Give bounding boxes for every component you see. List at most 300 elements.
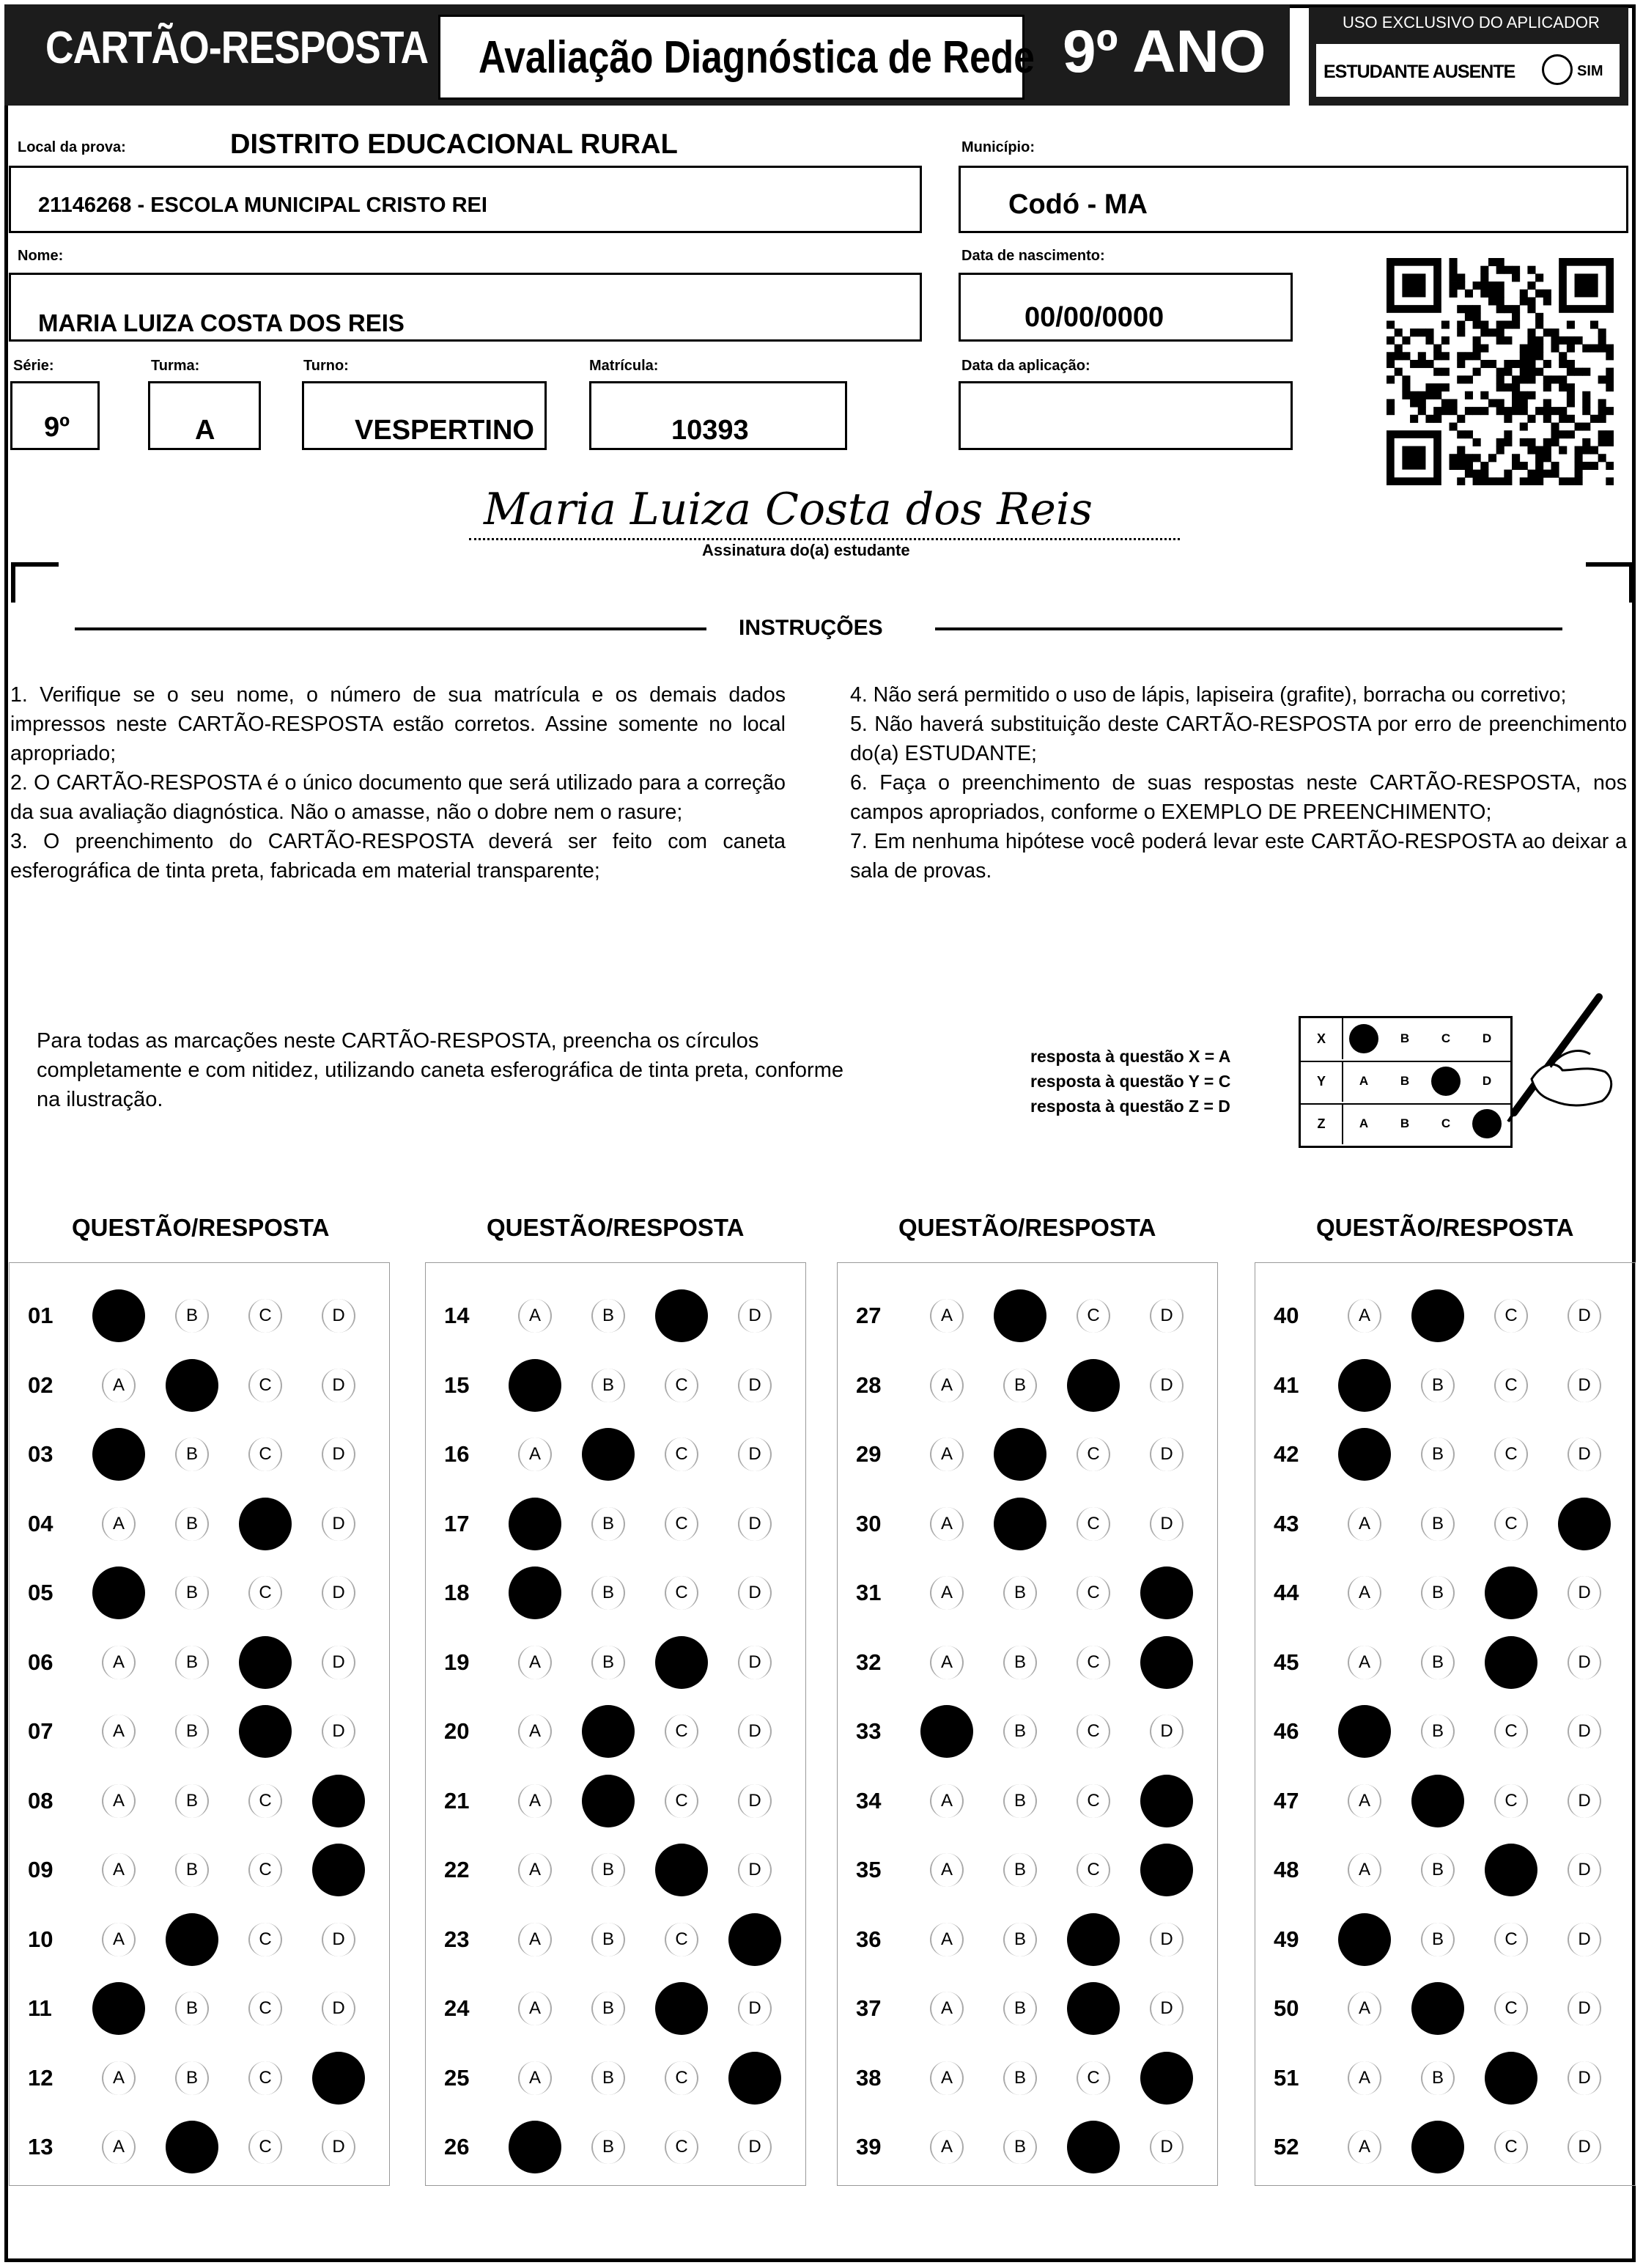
- question-number: 33: [856, 1718, 882, 1744]
- answer-bubble[interactable]: C: [1077, 1784, 1110, 1818]
- local-value: DISTRITO EDUCACIONAL RURAL: [230, 129, 678, 160]
- answer-bubble[interactable]: C: [1077, 1715, 1110, 1748]
- question-number: 29: [856, 1441, 882, 1467]
- question-number: 18: [444, 1580, 470, 1605]
- answer-bubble[interactable]: D: [1568, 2130, 1601, 2164]
- question-number: 45: [1274, 1649, 1299, 1675]
- answer-bubble-filled[interactable]: [239, 1705, 292, 1758]
- answer-bubble[interactable]: A: [518, 1784, 552, 1818]
- answer-bubble[interactable]: A: [1348, 1576, 1381, 1610]
- answer-bubble[interactable]: A: [1348, 1507, 1381, 1541]
- answer-bubble-filled[interactable]: [994, 1289, 1046, 1342]
- question-number: 49: [1274, 1926, 1299, 1952]
- answer-bubble[interactable]: D: [738, 1576, 772, 1610]
- answer-bubble[interactable]: A: [930, 1437, 964, 1471]
- answer-bubble[interactable]: B: [1421, 1646, 1455, 1679]
- answer-bubble[interactable]: B: [1003, 1784, 1037, 1818]
- nome-label: Nome:: [18, 248, 64, 264]
- answer-bubble[interactable]: D: [1568, 1576, 1601, 1610]
- absent-bubble[interactable]: [1542, 54, 1573, 85]
- answer-bubble[interactable]: A: [1348, 1299, 1381, 1333]
- answer-bubble-filled[interactable]: [166, 2121, 218, 2173]
- answer-bubble[interactable]: A: [1348, 2130, 1381, 2164]
- answer-bubble-filled[interactable]: [1067, 1913, 1120, 1966]
- fill-note: Para todas as marcações neste CARTÃO-RESPOSTA, preencha os círculos completamente e com nitidez, utilizando caneta esferográfica de tinta preta, conforme na ilustração.: [37, 1029, 843, 1111]
- answer-bubble-filled[interactable]: [582, 1775, 635, 1827]
- answer-bubble[interactable]: D: [1568, 1715, 1601, 1748]
- answer-bubble[interactable]: A: [518, 1992, 552, 2025]
- answer-bubble-filled[interactable]: [312, 1775, 365, 1827]
- answer-bubble[interactable]: D: [322, 1715, 355, 1748]
- example-row: [1301, 1018, 1510, 1062]
- answer-bubble[interactable]: C: [665, 1369, 698, 1402]
- answer-bubble[interactable]: B: [591, 1923, 625, 1956]
- instructions-rule-left: [75, 627, 706, 630]
- answer-bubble[interactable]: C: [665, 1784, 698, 1818]
- answer-bubble[interactable]: D: [322, 1923, 355, 1956]
- answer-bubble[interactable]: A: [518, 1853, 552, 1887]
- example-row: [1301, 1061, 1510, 1105]
- answer-bubble[interactable]: A: [102, 1923, 136, 1956]
- answer-bubble[interactable]: D: [1568, 1646, 1601, 1679]
- answer-bubble[interactable]: A: [102, 2130, 136, 2164]
- answer-bubble-filled[interactable]: [1411, 2121, 1464, 2173]
- example-row: [1301, 1103, 1510, 1147]
- question-number: 48: [1274, 1857, 1299, 1882]
- answer-bubble[interactable]: C: [1494, 1923, 1528, 1956]
- answer-bubble[interactable]: B: [175, 1507, 209, 1541]
- answer-bubble[interactable]: A: [102, 1715, 136, 1748]
- turma-value: A: [195, 415, 215, 446]
- answer-bubble-filled[interactable]: [509, 1359, 561, 1412]
- answer-bubble-filled[interactable]: [1140, 1566, 1193, 1619]
- answer-bubble[interactable]: C: [248, 1576, 282, 1610]
- answer-bubble[interactable]: C: [665, 1923, 698, 1956]
- question-number: 30: [856, 1510, 882, 1536]
- instruction-5: 5. Não haverá substituição deste CARTÃO-RESPOSTA por erro de preenchimento do(a) ESTUDANTE;: [850, 713, 1627, 765]
- example-question-label: X: [1301, 1018, 1343, 1059]
- answer-bubble-filled[interactable]: [1140, 1844, 1193, 1896]
- answer-bubble[interactable]: B: [1421, 1853, 1455, 1887]
- question-number: 37: [856, 1995, 882, 2021]
- answer-bubble[interactable]: D: [738, 1715, 772, 1748]
- answer-bubble-filled[interactable]: [1558, 1498, 1611, 1550]
- answer-bubble[interactable]: C: [248, 1784, 282, 1818]
- serie-value: 9º: [44, 412, 70, 443]
- answer-bubble[interactable]: C: [1077, 1853, 1110, 1887]
- answer-bubble[interactable]: B: [1421, 1576, 1455, 1610]
- question-number: 07: [28, 1718, 53, 1744]
- question-number: 24: [444, 1995, 470, 2021]
- nome-value: MARIA LUIZA COSTA DOS REIS: [38, 309, 405, 336]
- answer-bubble-filled[interactable]: [509, 1498, 561, 1550]
- question-number: 13: [28, 2134, 53, 2160]
- answer-bubble-filled[interactable]: [1067, 2121, 1120, 2173]
- answer-bubble[interactable]: D: [738, 1853, 772, 1887]
- question-number: 47: [1274, 1787, 1299, 1814]
- question-number: 08: [28, 1787, 53, 1814]
- applicator-title: USO EXCLUSIVO DO APLICADOR: [1343, 13, 1600, 32]
- example-line-x: resposta à questão X = A: [1030, 1047, 1231, 1066]
- answer-bubble[interactable]: B: [1003, 1646, 1037, 1679]
- answer-bubble[interactable]: D: [738, 2130, 772, 2164]
- answer-bubble-filled[interactable]: [1338, 1705, 1391, 1758]
- answer-bubble[interactable]: D: [738, 1507, 772, 1541]
- answer-bubble[interactable]: D: [1150, 1369, 1184, 1402]
- answer-bubble[interactable]: C: [1494, 2130, 1528, 2164]
- answer-bubble[interactable]: D: [322, 1576, 355, 1610]
- answer-bubble[interactable]: D: [1568, 1992, 1601, 2025]
- answer-bubble-filled[interactable]: [655, 1636, 708, 1689]
- answer-bubble[interactable]: D: [1568, 1437, 1601, 1471]
- answer-bubble[interactable]: C: [665, 2130, 698, 2164]
- answer-bubble[interactable]: B: [591, 1299, 625, 1333]
- answer-bubble[interactable]: A: [518, 2061, 552, 2095]
- answer-bubble[interactable]: C: [248, 1923, 282, 1956]
- answer-bubble[interactable]: D: [1150, 1992, 1184, 2025]
- answer-bubble[interactable]: A: [102, 1369, 136, 1402]
- answer-bubble[interactable]: B: [1003, 1715, 1037, 1748]
- question-number: 36: [856, 1926, 882, 1952]
- answer-bubble[interactable]: D: [322, 1369, 355, 1402]
- answer-bubble[interactable]: B: [175, 1437, 209, 1471]
- answer-bubble-filled[interactable]: [1485, 1566, 1537, 1619]
- answer-bubble[interactable]: B: [1003, 1853, 1037, 1887]
- answer-bubble[interactable]: B: [591, 1853, 625, 1887]
- answer-bubble-filled[interactable]: [1485, 2052, 1537, 2105]
- answer-bubble[interactable]: B: [1003, 1369, 1037, 1402]
- instruction-4: 4. Não será permitido o uso de lápis, lapiseira (grafite), borracha ou corretivo;: [850, 683, 1567, 707]
- answer-bubble[interactable]: C: [248, 1369, 282, 1402]
- example-bubble: C: [1431, 1067, 1461, 1096]
- answer-bubble[interactable]: B: [1421, 2061, 1455, 2095]
- answer-bubble[interactable]: B: [1421, 1507, 1455, 1541]
- answer-bubble[interactable]: A: [1348, 1992, 1381, 2025]
- answer-bubble-filled[interactable]: [239, 1636, 292, 1689]
- answer-bubble[interactable]: D: [1568, 2061, 1601, 2095]
- answer-bubble[interactable]: A: [1348, 1853, 1381, 1887]
- answer-bubble[interactable]: A: [930, 1853, 964, 1887]
- question-number: 02: [28, 1372, 53, 1398]
- answer-bubble-filled[interactable]: [1411, 1775, 1464, 1827]
- answer-bubble[interactable]: B: [1003, 2061, 1037, 2095]
- answer-bubble[interactable]: A: [930, 1992, 964, 2025]
- answer-bubble[interactable]: D: [1150, 1923, 1184, 1956]
- answer-bubble[interactable]: D: [1150, 1437, 1184, 1471]
- answer-bubble[interactable]: C: [248, 2061, 282, 2095]
- answer-bubble[interactable]: A: [930, 1507, 964, 1541]
- instructions-left: [10, 680, 786, 886]
- exam-name: Avaliação Diagnóstica de Rede: [479, 32, 1035, 83]
- instruction-1: 1. Verifique se o seu nome, o número de sua matrícula e os demais dados impressos neste CARTÃO-RESPOSTA estão corretos. Assine somente no local apropriado;: [10, 683, 786, 765]
- answer-bubble[interactable]: D: [738, 1299, 772, 1333]
- instructions-rule-right: [935, 627, 1562, 630]
- answer-bubble[interactable]: D: [1150, 1507, 1184, 1541]
- nascimento-label: Data de nascimento:: [961, 248, 1105, 264]
- question-number: 50: [1274, 1995, 1299, 2021]
- example-cell: [1343, 1061, 1384, 1102]
- answer-bubble[interactable]: B: [591, 2130, 625, 2164]
- answer-bubble[interactable]: A: [930, 1784, 964, 1818]
- answer-bubble-filled[interactable]: [92, 1289, 145, 1342]
- example-cell: [1343, 1018, 1384, 1059]
- answer-bubble-filled[interactable]: [1067, 1359, 1120, 1412]
- answer-bubble[interactable]: B: [1003, 1576, 1037, 1610]
- answer-bubble[interactable]: C: [1077, 1437, 1110, 1471]
- answer-bubble-filled[interactable]: [1411, 1982, 1464, 2035]
- example-line-z: resposta à questão Z = D: [1030, 1097, 1230, 1116]
- answer-bubble-filled[interactable]: [1140, 1775, 1193, 1827]
- example-bubble: C: [1441, 1116, 1451, 1130]
- example-question-label: Z: [1301, 1103, 1343, 1144]
- answer-bubble[interactable]: D: [322, 1992, 355, 2025]
- answer-bubble[interactable]: A: [518, 1923, 552, 1956]
- answer-bubble[interactable]: B: [591, 1646, 625, 1679]
- answer-bubble-filled[interactable]: [582, 1705, 635, 1758]
- question-number: 28: [856, 1372, 882, 1398]
- answer-bubble[interactable]: A: [102, 1646, 136, 1679]
- answer-bubble-filled[interactable]: [312, 2052, 365, 2105]
- answer-bubble[interactable]: B: [1003, 1992, 1037, 2025]
- answer-bubble-filled[interactable]: [92, 1982, 145, 2035]
- answer-bubble[interactable]: B: [1421, 1715, 1455, 1748]
- turno-value: VESPERTINO: [355, 415, 534, 446]
- answer-bubble[interactable]: D: [1568, 1369, 1601, 1402]
- answer-bubble[interactable]: B: [591, 2061, 625, 2095]
- answer-bubble-filled[interactable]: [92, 1428, 145, 1481]
- answer-bubble[interactable]: C: [248, 2130, 282, 2164]
- answer-bubble[interactable]: C: [1077, 1507, 1110, 1541]
- answer-bubble[interactable]: C: [1077, 1576, 1110, 1610]
- question-number: 40: [1274, 1303, 1299, 1328]
- answer-bubble[interactable]: C: [248, 1437, 282, 1471]
- answer-bubble[interactable]: A: [1348, 2061, 1381, 2095]
- answer-bubble-filled[interactable]: [655, 1982, 708, 2035]
- answer-bubble[interactable]: C: [248, 1992, 282, 2025]
- answer-bubble[interactable]: D: [1150, 1299, 1184, 1333]
- question-number: 44: [1274, 1580, 1299, 1605]
- column-heading: QUESTÃO/RESPOSTA: [1316, 1214, 1574, 1241]
- answer-bubble[interactable]: D: [1568, 1923, 1601, 1956]
- pen-illustration-icon: [1480, 991, 1627, 1130]
- answer-bubble[interactable]: B: [591, 1992, 625, 2025]
- answer-bubble-filled[interactable]: [920, 1705, 973, 1758]
- answer-bubble[interactable]: C: [665, 1437, 698, 1471]
- matricula-value: 10393: [671, 415, 749, 446]
- answer-bubble[interactable]: B: [175, 1299, 209, 1333]
- answer-bubble-filled[interactable]: [312, 1844, 365, 1896]
- answer-bubble[interactable]: A: [930, 1299, 964, 1333]
- answer-bubble-filled[interactable]: [1338, 1428, 1391, 1481]
- answer-bubble[interactable]: D: [1150, 1715, 1184, 1748]
- answer-bubble[interactable]: D: [322, 1437, 355, 1471]
- answer-bubble[interactable]: D: [1150, 2130, 1184, 2164]
- question-number: 10: [28, 1926, 53, 1952]
- answer-bubble[interactable]: B: [175, 1646, 209, 1679]
- question-number: 38: [856, 2064, 882, 2091]
- answer-bubble[interactable]: D: [738, 1992, 772, 2025]
- answer-bubble-filled[interactable]: [1140, 2052, 1193, 2105]
- question-number: 15: [444, 1372, 470, 1398]
- aplicacao-field: [959, 381, 1293, 450]
- answer-bubble[interactable]: A: [102, 1853, 136, 1887]
- question-number: 23: [444, 1926, 470, 1952]
- example-bubble: D: [1482, 1031, 1492, 1045]
- answer-bubble[interactable]: A: [102, 2061, 136, 2095]
- answer-bubble[interactable]: B: [1421, 1923, 1455, 1956]
- absent-label: ESTUDANTE AUSENTE: [1323, 62, 1515, 82]
- answer-bubble-filled[interactable]: [728, 2052, 781, 2105]
- answer-bubble-filled[interactable]: [239, 1498, 292, 1550]
- example-bubble: C: [1441, 1031, 1451, 1045]
- answer-bubble[interactable]: B: [1003, 1923, 1037, 1956]
- answer-bubble-filled[interactable]: [655, 1844, 708, 1896]
- answer-bubble[interactable]: A: [930, 2130, 964, 2164]
- answer-bubble-filled[interactable]: [1067, 1982, 1120, 2035]
- answer-bubble[interactable]: B: [1003, 2130, 1037, 2164]
- answer-bubble-filled[interactable]: [1411, 1289, 1464, 1342]
- question-number: 16: [444, 1441, 470, 1467]
- answer-bubble[interactable]: D: [738, 1437, 772, 1471]
- answer-bubble-filled[interactable]: [92, 1566, 145, 1619]
- answer-bubble-filled[interactable]: [166, 1913, 218, 1966]
- answer-bubble[interactable]: A: [930, 1576, 964, 1610]
- answer-bubble-filled[interactable]: [1338, 1913, 1391, 1966]
- answer-bubble[interactable]: D: [1568, 1853, 1601, 1887]
- school-value: 21146268 - ESCOLA MUNICIPAL CRISTO REI: [38, 194, 487, 217]
- example-bubble: A: [1359, 1116, 1369, 1130]
- answer-bubble-filled[interactable]: [994, 1498, 1046, 1550]
- answer-bubble[interactable]: C: [1494, 1992, 1528, 2025]
- exam-name-box: [438, 15, 1035, 100]
- question-number: 22: [444, 1857, 470, 1882]
- answer-bubble[interactable]: A: [518, 1437, 552, 1471]
- answer-bubble-filled[interactable]: [1140, 1636, 1193, 1689]
- answer-bubble-filled[interactable]: [166, 1359, 218, 1412]
- answer-bubble[interactable]: C: [248, 1853, 282, 1887]
- question-number: 14: [444, 1303, 470, 1328]
- answer-bubble[interactable]: D: [738, 1646, 772, 1679]
- answer-bubble[interactable]: C: [665, 2061, 698, 2095]
- question-number: 39: [856, 2134, 882, 2160]
- instruction-3: 3. O preenchimento do CARTÃO-RESPOSTA deverá ser feito com caneta esferográfica de tinta preta, fabricada em material transparente;: [10, 830, 786, 883]
- instruction-6: 6. Faça o preenchimento de suas respostas neste CARTÃO-RESPOSTA, nos campos apropriados, conforme o EXEMPLO DE PREENCHIMENTO;: [850, 771, 1627, 824]
- answer-bubble[interactable]: B: [175, 1992, 209, 2025]
- column-heading: QUESTÃO/RESPOSTA: [72, 1214, 330, 1241]
- question-number: 32: [856, 1649, 882, 1675]
- answer-bubble-filled[interactable]: [1485, 1844, 1537, 1896]
- answer-bubble[interactable]: D: [738, 1784, 772, 1818]
- question-number: 06: [28, 1649, 53, 1675]
- question-number: 01: [28, 1303, 53, 1328]
- example-bubble: D: [1472, 1109, 1502, 1138]
- answer-bubble[interactable]: A: [102, 1507, 136, 1541]
- corner-mark-right: [1583, 562, 1634, 605]
- answer-bubble[interactable]: C: [1077, 1299, 1110, 1333]
- answer-bubble[interactable]: B: [591, 1369, 625, 1402]
- answer-bubble-filled[interactable]: [582, 1428, 635, 1481]
- question-number: 03: [28, 1441, 53, 1467]
- example-cell: [1384, 1103, 1425, 1144]
- answer-bubble[interactable]: B: [175, 2061, 209, 2095]
- question-number: 25: [444, 2064, 470, 2091]
- answer-bubble[interactable]: B: [1421, 1437, 1455, 1471]
- answer-bubble[interactable]: D: [738, 1369, 772, 1402]
- answer-bubble[interactable]: A: [518, 1299, 552, 1333]
- instruction-7: 7. Em nenhuma hipótese você poderá levar este CARTÃO-RESPOSTA ao deixar a sala de provas.: [850, 830, 1627, 883]
- answer-bubble[interactable]: C: [248, 1299, 282, 1333]
- answer-bubble[interactable]: B: [1421, 1369, 1455, 1402]
- answer-bubble[interactable]: A: [1348, 1784, 1381, 1818]
- question-number: 12: [28, 2064, 53, 2091]
- answer-bubble[interactable]: C: [665, 1507, 698, 1541]
- answer-bubble[interactable]: C: [665, 1576, 698, 1610]
- answer-bubble[interactable]: D: [322, 1646, 355, 1679]
- answer-bubble-filled[interactable]: [509, 1566, 561, 1619]
- answer-bubble[interactable]: A: [518, 1646, 552, 1679]
- example-bubble: B: [1400, 1031, 1410, 1045]
- answer-bubble[interactable]: A: [930, 1923, 964, 1956]
- question-number: 31: [856, 1580, 882, 1605]
- answer-bubble-filled[interactable]: [994, 1428, 1046, 1481]
- answer-bubble[interactable]: C: [1494, 1507, 1528, 1541]
- answer-bubble[interactable]: D: [1568, 1299, 1601, 1333]
- answer-bubble[interactable]: A: [518, 1715, 552, 1748]
- answer-bubble[interactable]: D: [322, 1299, 355, 1333]
- example-bubble: B: [1400, 1074, 1410, 1088]
- answer-bubble[interactable]: C: [1494, 1437, 1528, 1471]
- question-number: 35: [856, 1857, 882, 1882]
- answer-bubble-filled[interactable]: [655, 1289, 708, 1342]
- answer-bubble[interactable]: A: [930, 1369, 964, 1402]
- answer-bubble[interactable]: A: [102, 1784, 136, 1818]
- answer-bubble[interactable]: C: [1494, 1715, 1528, 1748]
- answer-bubble[interactable]: A: [1348, 1646, 1381, 1679]
- answer-bubble[interactable]: C: [1494, 1369, 1528, 1402]
- answer-bubble[interactable]: A: [930, 2061, 964, 2095]
- answer-bubble[interactable]: D: [322, 2130, 355, 2164]
- question-number: 05: [28, 1580, 53, 1605]
- answer-bubble[interactable]: B: [175, 1853, 209, 1887]
- aplicacao-label: Data da aplicação:: [961, 358, 1090, 374]
- answer-bubble[interactable]: B: [591, 1576, 625, 1610]
- matricula-label: Matrícula:: [589, 358, 659, 374]
- answer-bubble[interactable]: B: [175, 1784, 209, 1818]
- example-line-y: resposta à questão Y = C: [1030, 1072, 1231, 1091]
- answer-bubble[interactable]: C: [1077, 1646, 1110, 1679]
- answer-bubble-filled[interactable]: [509, 2121, 561, 2173]
- municipio-value: Codó - MA: [1008, 189, 1148, 220]
- answer-bubble[interactable]: B: [591, 1507, 625, 1541]
- answer-bubble[interactable]: B: [175, 1715, 209, 1748]
- answer-bubble[interactable]: C: [1494, 1299, 1528, 1333]
- answer-bubble[interactable]: B: [175, 1576, 209, 1610]
- answer-bubble[interactable]: A: [930, 1646, 964, 1679]
- answer-bubble[interactable]: C: [1077, 2061, 1110, 2095]
- answer-bubble-filled[interactable]: [1485, 1636, 1537, 1689]
- instructions-right: [850, 680, 1627, 886]
- turma-label: Turma:: [151, 358, 200, 374]
- answer-bubble-filled[interactable]: [1338, 1359, 1391, 1412]
- answer-bubble[interactable]: C: [665, 1715, 698, 1748]
- answer-bubble[interactable]: D: [322, 1507, 355, 1541]
- corner-mark-left: [10, 562, 62, 605]
- answer-bubble[interactable]: D: [1568, 1784, 1601, 1818]
- question-number: 27: [856, 1303, 882, 1328]
- answer-bubble[interactable]: C: [1494, 1784, 1528, 1818]
- answer-bubble-filled[interactable]: [728, 1913, 781, 1966]
- card-title: CARTÃO-RESPOSTA: [45, 23, 429, 73]
